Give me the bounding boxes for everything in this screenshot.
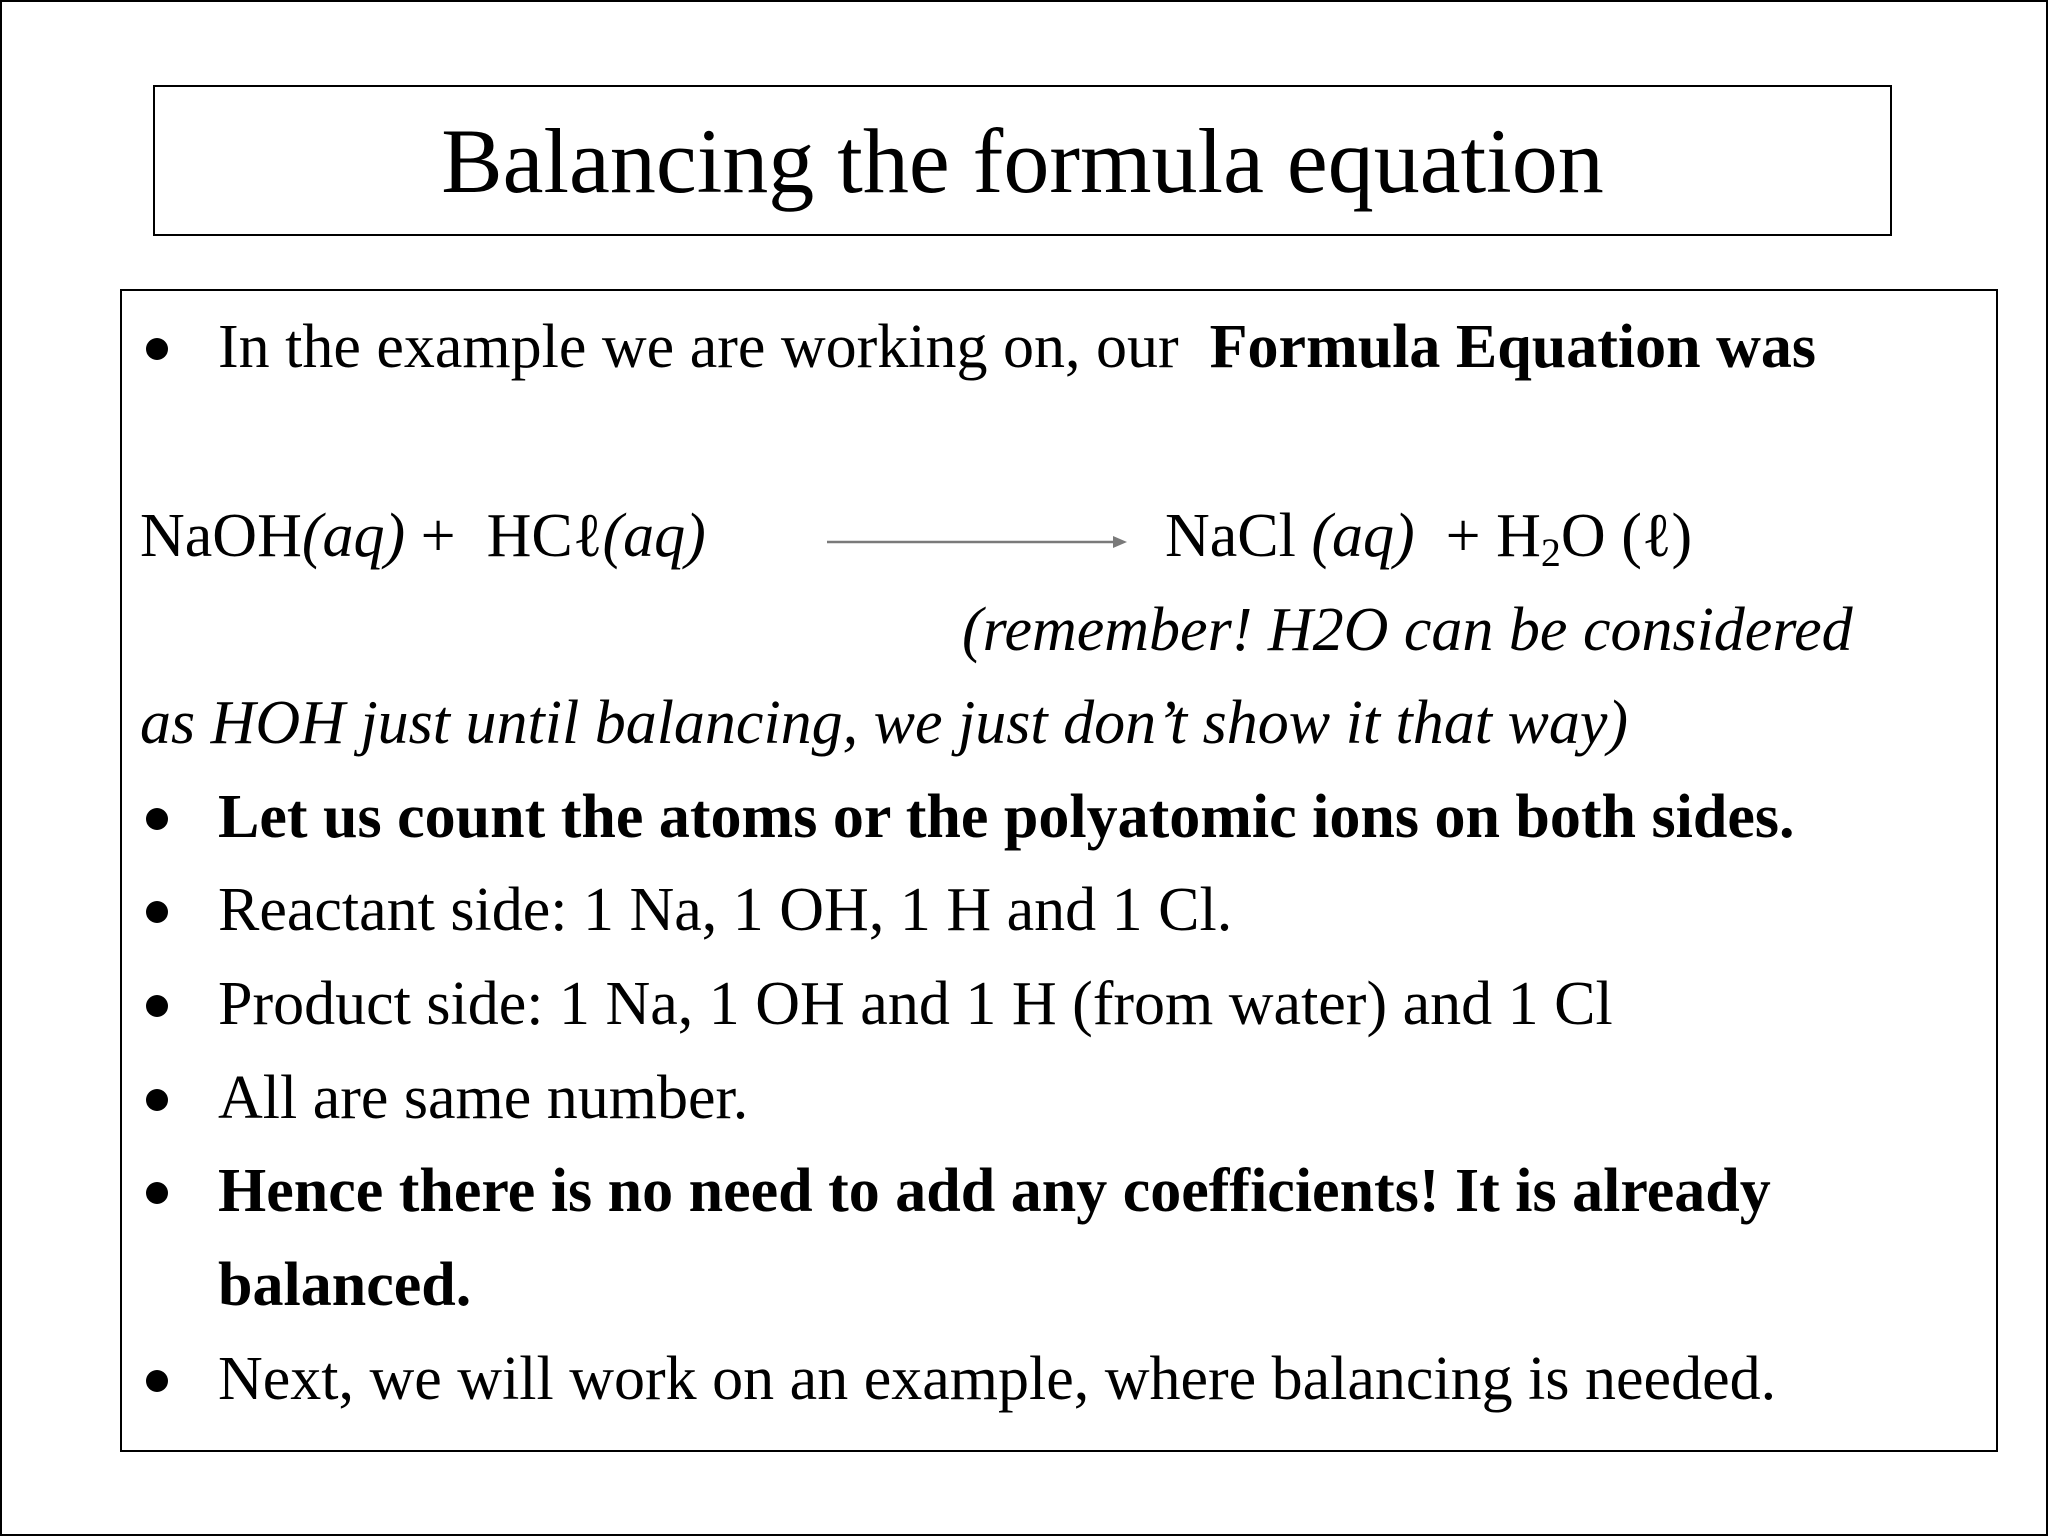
bullet-icon	[146, 338, 168, 360]
bullet-text: All are same number.	[218, 1064, 749, 1132]
bullet-icon	[146, 808, 168, 830]
bullet-icon	[146, 1182, 168, 1204]
intro-text: In the example we are working on, our	[218, 313, 1179, 381]
bullet-icon	[146, 901, 168, 923]
bullet-text: Product side: 1 Na, 1 OH and 1 H (from water) and 1 Cl	[218, 970, 1613, 1038]
bullet-text: Hence there is no need to add any coefficients! It is already	[218, 1157, 1771, 1225]
page-title: Balancing the formula equation	[441, 109, 1604, 212]
plus-sign: +	[420, 502, 456, 570]
bullet-text: Let us count the atoms or the polyatomic ions on both sides.	[218, 783, 1795, 851]
bullet-icon	[146, 1370, 168, 1392]
product-2-state: (ℓ)	[1621, 502, 1693, 570]
reactant-1-state: (aq)	[301, 502, 406, 570]
right-arrow-icon	[827, 535, 1127, 549]
remark-line-1: (remember! H2O can be considered	[962, 596, 1853, 664]
formula-equation	[122, 489, 1996, 583]
bullet-text: balanced.	[218, 1251, 472, 1319]
reactants	[140, 489, 706, 583]
remark-line-2: as HOH just until balancing, we just don’t show it that way)	[140, 689, 1629, 757]
product-2-formula: $H_2O$	[1496, 502, 1606, 575]
bullet-icon	[146, 1089, 168, 1111]
products	[1165, 489, 1692, 583]
content-box	[120, 289, 1998, 1452]
reactant-2-state: (aq)	[602, 502, 706, 570]
bullet-text: Next, we will work on an example, where balancing is needed.	[218, 1345, 1777, 1413]
plus-sign: +	[1445, 502, 1481, 570]
bullet-text: Reactant side: 1 Na, 1 OH, 1 H and 1 Cl.	[218, 876, 1233, 944]
intro-bold-text: Formula Equation was	[1209, 313, 1816, 381]
subscript: 2	[1540, 530, 1561, 575]
reactant-2-formula: HCℓ	[486, 502, 603, 570]
product-1-formula: NaCl	[1165, 502, 1296, 570]
bullet-icon	[146, 995, 168, 1017]
product-1-state: (aq)	[1311, 502, 1415, 570]
title-box	[153, 85, 1892, 236]
reactant-1-formula: NaOH	[140, 502, 302, 570]
